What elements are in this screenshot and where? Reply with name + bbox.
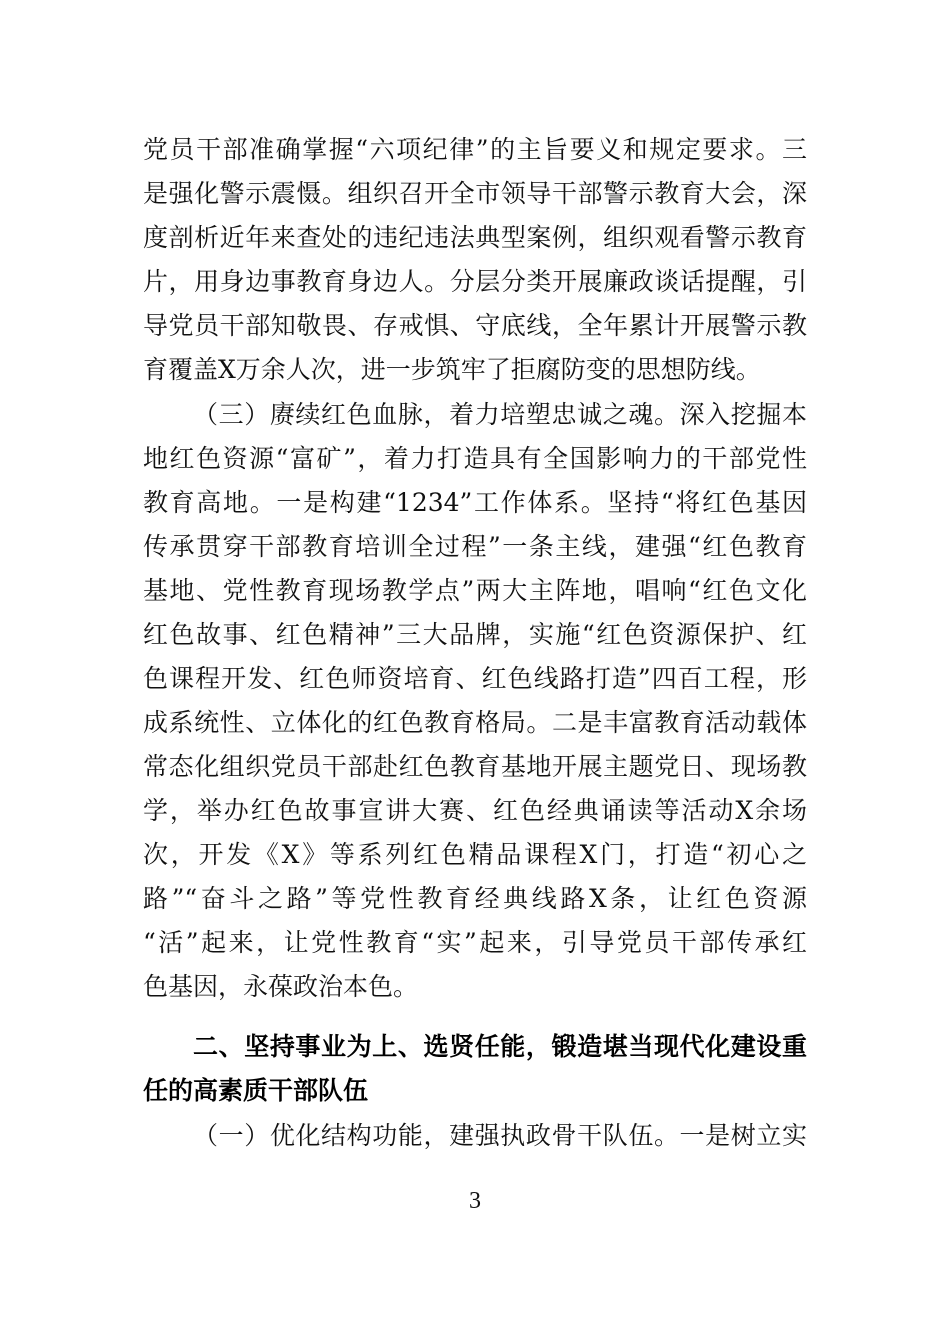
paragraph-line: 成系统性、立体化的红色教育格局。二是丰富教育活动载体 (143, 708, 807, 737)
paragraph-line: 教育高地。一是构建“1234”工作体系。坚持“将红色基因 (143, 488, 807, 517)
paragraph-line: 基地、党性教育现场教学点”两大主阵地，唱响“红色文化 (143, 576, 807, 605)
paragraph-line: 片，用身边事教育身边人。分层分类开展廉政谈话提醒，引 (143, 267, 807, 296)
paragraph-line: 路”“奋斗之路”等党性教育经典线路X条，让红色资源 (143, 884, 807, 913)
paragraph-line: 传承贯穿干部教育培训全过程”一条主线，建强“红色教育 (143, 532, 807, 561)
subsection-one-heading-line: （一）优化结构功能，建强执政骨干队伍。一是树立实 (193, 1121, 807, 1150)
paragraph-line: 色基因，永葆政治本色。 (143, 972, 419, 1001)
subsection-three-heading-line: （三）赓续红色血脉，着力培塑忠诚之魂。深入挖掘本 (193, 400, 807, 429)
section-heading-line-2: 任的高素质干部队伍 (143, 1076, 369, 1105)
paragraph-line: “活”起来，让党性教育“实”起来，引导党员干部传承红 (143, 928, 807, 957)
paragraph-line: 学，举办红色故事宣讲大赛、红色经典诵读等活动X余场 (143, 796, 807, 825)
paragraph-line: 地红色资源“富矿”，着力打造具有全国影响力的干部党性 (143, 444, 807, 473)
paragraph-line: 色课程开发、红色师资培育、红色线路打造”四百工程，形 (143, 664, 807, 693)
paragraph-line: 红色故事、红色精神”三大品牌，实施“红色资源保护、红 (143, 620, 807, 649)
paragraph-line: 党员干部准确掌握“六项纪律”的主旨要义和规定要求。三 (143, 135, 807, 164)
paragraph-line: 度剖析近年来查处的违纪违法典型案例，组织观看警示教育 (143, 223, 807, 252)
paragraph-line: 育覆盖X万余人次，进一步筑牢了拒腐防变的思想防线。 (143, 355, 761, 384)
page-number: 3 (469, 1188, 481, 1214)
paragraph-line: 是强化警示震慑。组织召开全市领导干部警示教育大会，深 (143, 179, 807, 208)
paragraph-line: 导党员干部知敬畏、存戒惧、守底线，全年累计开展警示教 (143, 311, 807, 340)
paragraph-line: 常态化组织党员干部赴红色教育基地开展主题党日、现场教 (143, 752, 807, 781)
paragraph-line: 次，开发《X》等系列红色精品课程X门，打造“初心之 (143, 840, 807, 869)
section-heading-line-1: 二、坚持事业为上、选贤任能，锻造堪当现代化建设重 (193, 1032, 807, 1061)
